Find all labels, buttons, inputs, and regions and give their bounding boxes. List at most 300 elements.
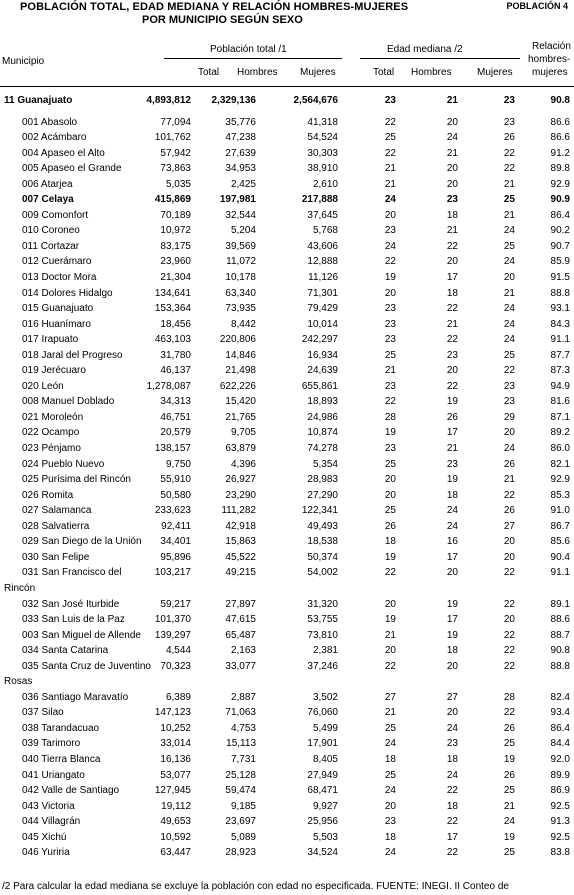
cell-ed-total: 24 (384, 738, 396, 750)
municipio-name: Jaral del Progreso (41, 349, 123, 361)
cell-ed-hombres: 20 (446, 707, 458, 719)
cell-ed-mujeres: 21 (503, 209, 515, 221)
cell-ed-mujeres: 24 (503, 318, 515, 330)
header-relacion-1: Relación (532, 41, 571, 52)
cell-hombres: 23,697 (225, 816, 256, 828)
municipio-name: Villagrán (41, 816, 81, 828)
cell-ed-mujeres: 23 (503, 380, 515, 392)
cell-total: 101,370 (154, 614, 191, 626)
municipio-code: 014 (22, 287, 39, 299)
title-line-2: POR MUNICIPIO SEGÚN SEXO (142, 14, 303, 26)
cell-ed-hombres: 20 (446, 116, 458, 128)
cell-ed-mujeres: 25 (503, 240, 515, 252)
municipio-cell (22, 223, 80, 239)
cell-relacion: 92.0 (550, 753, 570, 765)
cell-ed-hombres: 16 (446, 536, 458, 548)
cell-ed-hombres: 22 (446, 380, 458, 392)
municipio-cell (22, 177, 73, 193)
cell-ed-hombres: 17 (446, 272, 458, 284)
cell-hombres: 39,569 (225, 240, 256, 252)
cell-ed-hombres: 24 (446, 769, 458, 781)
municipio-name: León (41, 380, 64, 392)
cell-total: 19,112 (161, 800, 191, 812)
municipio-name: Comonfort (41, 209, 89, 221)
table-row (0, 659, 574, 675)
cell-relacion: 86.6 (550, 116, 570, 128)
cell-hombres: 47,615 (225, 614, 256, 626)
table-row (0, 597, 574, 613)
cell-relacion: 88.6 (550, 614, 570, 626)
cell-total: 33,014 (160, 738, 191, 750)
cell-ed-hombres: 18 (446, 753, 458, 765)
municipio-cell (22, 830, 66, 846)
cell-mujeres: 18,538 (307, 536, 338, 548)
cell-ed-mujeres: 20 (503, 551, 515, 563)
cell-hombres: 5,204 (230, 225, 256, 237)
cell-mujeres: 25,956 (307, 816, 338, 828)
cell-hombres: 63,879 (225, 443, 256, 455)
cell-ed-hombres: 19 (446, 598, 458, 610)
cell-relacion: 91.2 (550, 147, 570, 159)
cell-hombres: 622,226 (219, 380, 256, 392)
table-row (0, 177, 574, 193)
cell-ed-mujeres: 22 (503, 567, 515, 579)
header-municipio: Municipio (2, 56, 45, 67)
municipio-cell (22, 534, 142, 550)
cell-hombres: 21,765 (225, 411, 256, 423)
municipio-cell (22, 752, 100, 768)
cell-ed-mujeres: 26 (503, 458, 515, 470)
cell-ed-total: 23 (384, 334, 396, 346)
table-row (0, 550, 574, 566)
cell-ed-total: 21 (384, 629, 396, 641)
cell-mujeres: 49,493 (307, 520, 338, 532)
cell-mujeres: 41,318 (307, 116, 338, 128)
cell-ed-total: 20 (384, 474, 396, 486)
cell-hombres: 2,163 (230, 645, 256, 657)
cell-ed-hombres: 17 (446, 614, 458, 626)
cell-ed-hombres: 22 (446, 785, 458, 797)
municipio-code: 017 (22, 334, 39, 346)
cell-hombres: 2,887 (230, 691, 256, 703)
municipio-code: 036 (22, 691, 39, 703)
cell-hombres: 25,128 (225, 769, 256, 781)
cell-ed-hombres: 20 (446, 178, 458, 190)
cell-ed-total: 20 (384, 209, 396, 221)
cell-relacion: 86.6 (550, 132, 570, 144)
cell-hombres: 15,863 (225, 536, 256, 548)
cell-ed-mujeres: 25 (503, 194, 515, 206)
cell-mujeres: 2,381 (312, 645, 338, 657)
cell-total: 415,869 (154, 194, 191, 206)
table-row (0, 379, 574, 395)
header-edad-mujeres: Mujeres (477, 67, 513, 78)
cell-ed-hombres: 18 (446, 287, 458, 299)
cell-relacion: 86.9 (550, 785, 570, 797)
cell-hombres: 27,639 (225, 147, 256, 159)
municipio-code: 003 (22, 629, 39, 641)
municipio-code: 016 (22, 318, 39, 330)
cell-mujeres: 10,874 (307, 427, 338, 439)
cell-ed-hombres: 26 (446, 411, 458, 423)
table-row (0, 161, 574, 177)
cell-relacion: 91.3 (550, 816, 570, 828)
cell-ed-mujeres: 25 (503, 349, 515, 361)
municipio-code: 028 (22, 520, 39, 532)
cell-relacion: 82.1 (550, 458, 570, 470)
cell-total: 31,780 (160, 349, 191, 361)
municipio-name: San Miguel de Allende (41, 629, 141, 641)
cell-total: 1,278,087 (146, 380, 191, 392)
municipio-name: Acámbaro (40, 132, 87, 144)
header-total: Total (198, 67, 220, 78)
cell-ed-total: 22 (384, 396, 396, 408)
municipio-code: 001 (22, 116, 39, 128)
municipio-cell (22, 301, 93, 317)
municipio-code: 032 (22, 598, 39, 610)
footnote: /2 Para calcular la edad mediana se excluye la población con edad no especificada. FUENTE: INEGI. II Conteo de (2, 881, 509, 892)
cell-ed-mujeres: 25 (503, 785, 515, 797)
table-row (0, 115, 574, 131)
municipio-code: 041 (22, 769, 39, 781)
municipio-code: 012 (22, 256, 39, 268)
table-row (0, 301, 574, 317)
cell-hombres: 35,776 (225, 116, 256, 128)
cell-ed-mujeres: 24 (503, 334, 515, 346)
municipio-cell (22, 643, 108, 659)
table-row (0, 830, 574, 846)
cell-relacion: 92.9 (550, 474, 570, 486)
municipio-cell (22, 192, 74, 208)
municipio-cell (22, 270, 96, 286)
cell-ed-mujeres: 20 (503, 614, 515, 626)
cell-hombres: 9,185 (230, 800, 256, 812)
cell-ed-total: 24 (384, 240, 396, 252)
cell-total: 49,653 (160, 816, 191, 828)
cell-ed-total: 26 (384, 520, 396, 532)
municipio-cell (22, 425, 79, 441)
table-row (0, 130, 574, 146)
municipio-name: Irapuato (41, 334, 79, 346)
municipio-cell (22, 208, 88, 224)
municipio-cell (22, 612, 125, 628)
cell-ed-hombres: 22 (446, 240, 458, 252)
cell-ed-mujeres: 20 (503, 427, 515, 439)
cell-mujeres: 242,297 (301, 334, 338, 346)
header-bottom-rule (0, 86, 574, 87)
cell-mujeres: 43,606 (307, 240, 338, 252)
cell-ed-total: 25 (384, 132, 396, 144)
municipio-code: 011 (22, 240, 38, 252)
municipio-cell (22, 317, 91, 333)
municipio-cell (22, 379, 64, 395)
cell-ed-total: 21 (384, 163, 396, 175)
table-row (0, 286, 574, 302)
cell-total: 10,972 (160, 225, 191, 237)
municipio-cell (22, 783, 119, 799)
table-row (0, 690, 574, 706)
cell-ed-mujeres: 22 (503, 489, 515, 501)
municipio-code: 024 (22, 458, 39, 470)
cell-ed-total: 24 (384, 194, 396, 206)
cell-ed-hombres: 21 (446, 443, 458, 455)
header-poblacion-rule (164, 58, 342, 59)
municipio-cell (22, 348, 123, 364)
cell-relacion: 90.2 (550, 225, 570, 237)
table-row (0, 208, 574, 224)
cell-total: 70,323 (160, 660, 191, 672)
cell-hombres: 197,981 (219, 194, 256, 206)
municipio-name: Huanímaro (41, 318, 91, 330)
municipio-cell (22, 130, 87, 146)
table-row (0, 223, 574, 239)
cell-mujeres: 18,893 (307, 396, 338, 408)
cell-total: 5,035 (165, 178, 191, 190)
cell-ed-mujeres: 21 (503, 474, 515, 486)
cell-ed-mujeres: 22 (503, 163, 515, 175)
cell-hombres: 28,923 (225, 847, 256, 859)
cell-mujeres: 12,888 (307, 256, 338, 268)
cell-ed-total: 23 (384, 380, 396, 392)
cell-total: 4,544 (165, 645, 191, 657)
cell-relacion: 88.7 (550, 629, 570, 641)
data-table (0, 93, 574, 861)
cell-total: 18,456 (160, 318, 191, 330)
cell-total: 92,411 (161, 520, 191, 532)
cell-mujeres: 2,564,676 (293, 95, 338, 106)
municipio-name: San Luis de la Paz (41, 614, 125, 626)
municipio-code: 044 (22, 816, 39, 828)
municipio-code: 018 (22, 349, 39, 361)
municipio-code: 007 (22, 194, 39, 206)
cell-mujeres: 37,246 (307, 660, 338, 672)
cell-ed-total: 25 (384, 769, 396, 781)
cell-relacion: 93.1 (550, 303, 570, 315)
municipio-name: Apaseo el Alto (40, 147, 105, 159)
cell-ed-hombres: 22 (446, 816, 458, 828)
municipio-code: 045 (22, 831, 39, 843)
header-mujeres: Mujeres (300, 67, 336, 78)
cell-ed-hombres: 20 (446, 567, 458, 579)
cell-mujeres: 34,524 (307, 847, 338, 859)
cell-ed-hombres: 20 (446, 365, 458, 377)
cell-hombres: 2,329,136 (211, 95, 256, 106)
cell-hombres: 73,935 (225, 303, 256, 315)
cell-hombres: 4,753 (230, 722, 256, 734)
table-row (0, 270, 574, 286)
cell-ed-hombres: 21 (446, 147, 458, 159)
municipio-code: 042 (22, 785, 39, 797)
cell-ed-mujeres: 26 (503, 722, 515, 734)
cell-ed-total: 28 (384, 411, 396, 423)
municipio-code: 009 (22, 209, 39, 221)
cell-hombres: 33,077 (225, 660, 256, 672)
cell-ed-mujeres: 22 (503, 660, 515, 672)
cell-total: 21,304 (160, 272, 191, 284)
header-hombres: Hombres (237, 67, 278, 78)
cell-ed-mujeres: 22 (503, 365, 515, 377)
cell-ed-mujeres: 22 (503, 645, 515, 657)
cell-ed-mujeres: 26 (503, 505, 515, 517)
municipio-name: Jerécuaro (41, 365, 86, 377)
municipio-cell (22, 115, 77, 131)
cell-mujeres: 5,354 (312, 458, 338, 470)
table-row (0, 565, 574, 581)
cell-hombres: 7,731 (230, 753, 256, 765)
cell-hombres: 71,063 (225, 707, 256, 719)
municipio-code: 031 (22, 567, 39, 579)
cell-hombres: 8,442 (230, 318, 256, 330)
cell-mujeres: 79,429 (307, 303, 338, 315)
municipio-code: 029 (22, 536, 39, 548)
municipio-cell (22, 736, 80, 752)
municipio-code: 040 (22, 753, 39, 765)
municipio-name: Guanajuato (41, 303, 94, 315)
municipio-name: Celaya (41, 194, 74, 206)
table-row (0, 752, 574, 768)
municipio-code: 043 (22, 800, 39, 812)
cell-ed-mujeres: 24 (503, 443, 515, 455)
municipio-name: Coroneo (41, 225, 80, 237)
cell-ed-total: 19 (384, 614, 396, 626)
cell-total: 10,252 (160, 722, 191, 734)
cell-relacion: 92.5 (550, 831, 570, 843)
cell-relacion: 92.5 (550, 800, 570, 812)
cell-hombres: 11,072 (226, 256, 256, 268)
cell-ed-total: 23 (384, 318, 396, 330)
municipio-cell (22, 597, 119, 613)
cell-total: 147,123 (154, 707, 191, 719)
cell-ed-mujeres: 21 (503, 287, 515, 299)
cell-ed-total: 18 (384, 753, 396, 765)
header-edad-rule (360, 58, 520, 59)
header-edad-hombres: Hombres (411, 67, 452, 78)
cell-hombres: 34,953 (225, 163, 256, 175)
municipio-code: 027 (22, 505, 39, 517)
cell-mujeres: 17,901 (307, 738, 338, 750)
municipio-cell (4, 93, 72, 109)
municipio-code: 023 (22, 443, 39, 455)
cell-ed-total: 20 (384, 287, 396, 299)
municipio-name: Yuriria (41, 847, 70, 859)
cell-ed-mujeres: 21 (503, 800, 515, 812)
cell-ed-total: 23 (384, 303, 396, 315)
cell-ed-hombres: 19 (446, 629, 458, 641)
cell-ed-mujeres: 25 (503, 847, 515, 859)
cell-relacion: 93.4 (550, 707, 570, 719)
municipio-name: Tarandacuao (41, 722, 100, 734)
cell-hombres: 15,113 (226, 738, 256, 750)
cell-ed-mujeres: 24 (503, 256, 515, 268)
cell-mujeres: 10,014 (307, 318, 338, 330)
title-line-1: POBLACIÓN TOTAL, EDAD MEDIANA Y RELACIÓN HOMBRES-MUJERES (20, 1, 409, 13)
cell-hombres: 32,544 (225, 209, 256, 221)
cell-ed-total: 22 (384, 147, 396, 159)
cell-mujeres: 24,986 (307, 411, 338, 423)
cell-total: 59,217 (160, 598, 191, 610)
cell-ed-total: 25 (384, 458, 396, 470)
cell-mujeres: 54,524 (307, 132, 338, 144)
cell-mujeres: 74,278 (307, 443, 338, 455)
cell-relacion: 92.9 (550, 178, 570, 190)
cell-mujeres: 37,645 (307, 209, 338, 221)
municipio-name: Purísima del Rincón (41, 474, 131, 486)
cell-mujeres: 3,502 (312, 691, 338, 703)
cell-ed-mujeres: 22 (503, 629, 515, 641)
header-edad-group: Edad mediana /2 (387, 44, 463, 55)
cell-ed-hombres: 23 (446, 738, 458, 750)
municipio-cell (22, 457, 104, 473)
table-row (0, 768, 574, 784)
cell-ed-total: 19 (384, 551, 396, 563)
cell-relacion: 89.2 (550, 427, 570, 439)
cell-ed-mujeres: 27 (503, 520, 515, 532)
cell-mujeres: 5,499 (312, 722, 338, 734)
cell-mujeres: 16,934 (307, 349, 338, 361)
cell-ed-total: 20 (384, 645, 396, 657)
cell-ed-total: 21 (384, 365, 396, 377)
table-row (0, 736, 574, 752)
cell-mujeres: 217,888 (301, 194, 338, 206)
municipio-cell (22, 488, 73, 504)
cell-relacion: 81.6 (550, 396, 570, 408)
cell-relacion: 86.4 (550, 209, 570, 221)
cell-relacion: 85.6 (550, 536, 570, 548)
cell-ed-hombres: 18 (446, 800, 458, 812)
municipio-name: Santiago Maravatío (41, 691, 129, 703)
municipio-code: 010 (22, 225, 39, 237)
cell-ed-hombres: 22 (446, 334, 458, 346)
municipio-code: 005 (22, 163, 39, 175)
cell-relacion: 90.4 (550, 551, 570, 563)
table-row (0, 348, 574, 364)
cell-hombres: 111,282 (221, 505, 256, 517)
cell-hombres: 27,897 (225, 598, 256, 610)
municipio-cell (22, 628, 141, 644)
municipio-name: Victoria (41, 800, 75, 812)
municipio-name: Cuerámaro (41, 256, 92, 268)
cell-total: 50,580 (160, 489, 191, 501)
municipio-name: Ocampo (41, 427, 80, 439)
table-row (0, 721, 574, 737)
cell-ed-hombres: 22 (446, 303, 458, 315)
cell-ed-hombres: 17 (446, 427, 458, 439)
municipio-cell (22, 332, 78, 348)
cell-ed-hombres: 27 (446, 691, 458, 703)
cell-relacion: 85.9 (550, 256, 570, 268)
cell-ed-mujeres: 22 (503, 598, 515, 610)
cell-relacion: 90.9 (550, 194, 570, 206)
cell-ed-total: 18 (384, 831, 396, 843)
table-row (0, 628, 574, 644)
cell-mujeres: 2,610 (312, 178, 338, 190)
table-row (0, 705, 574, 721)
municipio-name: Moroleón (41, 411, 84, 423)
cell-ed-mujeres: 21 (503, 178, 515, 190)
municipio-name: Manuel Doblado (41, 396, 115, 408)
municipio-name: Apaseo el Grande (40, 163, 122, 175)
municipio-name: Cortazar (40, 240, 80, 252)
cell-hombres: 10,178 (225, 272, 256, 284)
cell-ed-total: 24 (384, 847, 396, 859)
cell-hombres: 5,089 (230, 831, 256, 843)
cell-ed-total: 25 (384, 349, 396, 361)
cell-hombres: 23,290 (225, 489, 256, 501)
municipio-cell (22, 161, 122, 177)
municipio-code: 002 (22, 132, 39, 144)
cell-hombres: 9,705 (230, 427, 256, 439)
cell-total: 63,447 (160, 847, 191, 859)
